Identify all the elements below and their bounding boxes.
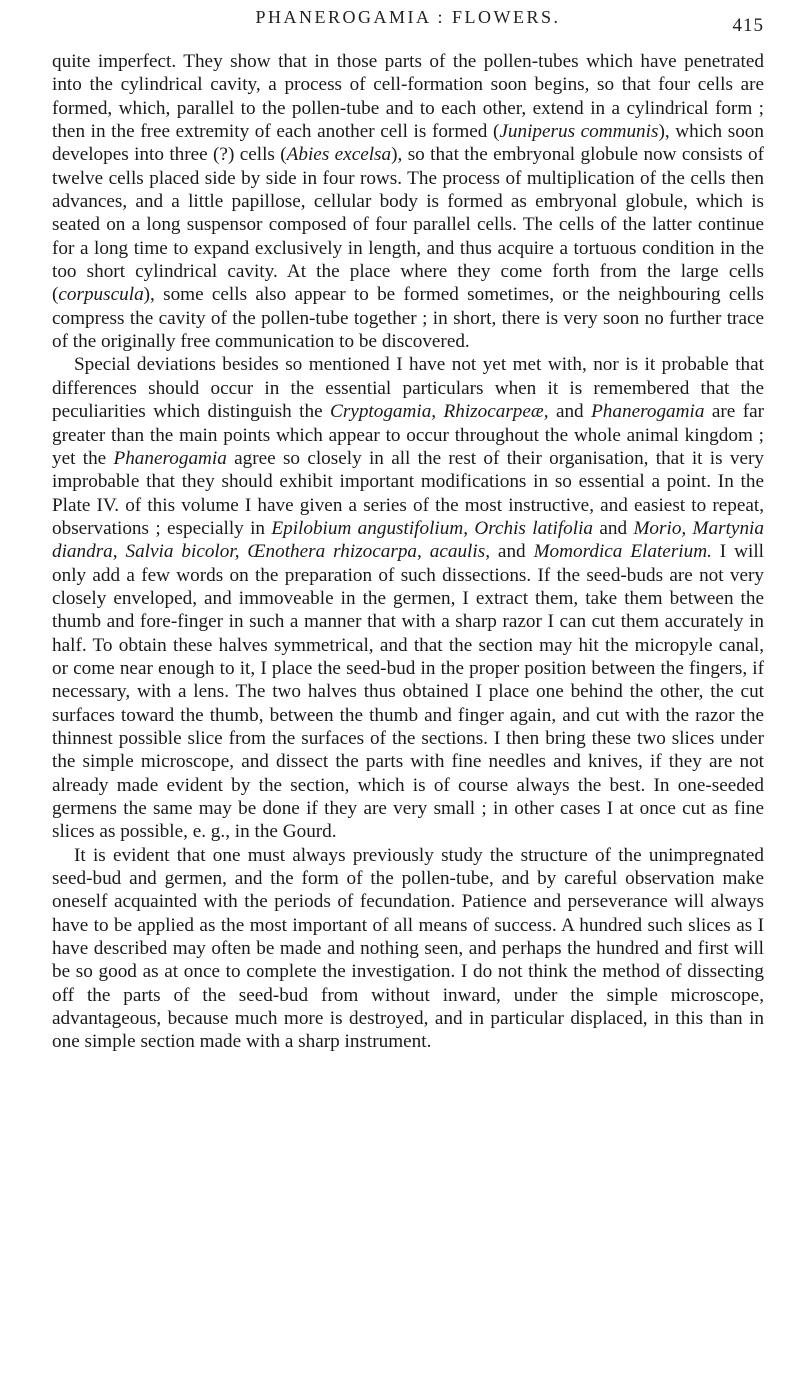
text-run: and bbox=[548, 401, 592, 423]
italic-term: Phanerogamia bbox=[113, 447, 227, 469]
italic-term: Epilobium angustifolium, Orchis latifolia bbox=[271, 517, 594, 539]
text-run: It is evident that one must always previously study the structure of the unimpregnated seed-bud and germen, and the form of the pollen-tube, and by careful observation make oneself acquainted with the periods of fecundation. Patience and perseverance will always have to be applied as the most important of all means of success. A hundred such slices as I have described may often be made and nothing seen, and perhaps the hundred and first will be so good as at once to complete the investigation. I do not think the method of dissecting off the parts of the seed-bud from without inward, under the simple microscope, advantageous, because much more is destroyed, and in particular displaced, in this than in one simple section made with a sharp instrument. bbox=[52, 844, 764, 1053]
text-run: ), which soon developes into three (?) cells ( bbox=[52, 121, 764, 166]
italic-term: Juniperus communis bbox=[499, 121, 659, 143]
body-text bbox=[52, 50, 764, 1054]
italic-term: Morio, Martynia diandra, Salvia bicolor, Œnothera rhizocarpa, acaulis, bbox=[52, 517, 764, 563]
text-run: and bbox=[490, 541, 534, 563]
text-run: Special deviations besides so mentioned I have not yet met with, nor is it probable that differences should occur in the essential particulars when it is remembered that the peculiarities which distinguish the bbox=[52, 354, 764, 423]
text-run: agree so closely in all the rest of their organisation, that it is very improbable that they should exhibit important modifications in so essential a point. In the Plate IV. of this volume I have given a series of the most instructive, and easiest to repeat, observations ; especially in bbox=[52, 447, 764, 539]
book-page bbox=[52, 0, 764, 1390]
text-run: quite imperfect. They show that in those parts of the pollen-tubes which have penetrated into the cylindrical cavity, a process of cell-formation soon begins, so that four cells are formed, which, parallel to the pollen-tube and to each other, extend in a cylindrical form ; then in the free extremity of each another cell is formed ( bbox=[52, 51, 764, 143]
text-run: and bbox=[593, 517, 634, 539]
text-run: I will only add a few words on the preparation of such dissections. If the seed-buds are not very closely enveloped, and immoveable in the germen, I extract them, take them between the thumb and fore-finger in such a manner that with a sharp razor I can cut them accurately in half. To obtain these halves symmetrical, and that the section may hit the micropyle canal, or come near enough to it, I place the seed-bud in the proper position between the fingers, if necessary, with a lens. The two halves thus obtained I place one behind the other, the cut surfaces toward the thumb, between the thumb and finger again, and cut with the razor the thinnest possible slice from the surfaces of the sections. I then bring these two slices under the simple microscope, and dissect the parts with fine needles and knives, if they are not already made evident by the section, which is of course always the best. In one-seeded germens the same may be done if they are very small ; in other cases I at once cut as fine slices as possible, e. g., in the Gourd. bbox=[52, 541, 764, 843]
running-head bbox=[52, 0, 764, 50]
italic-term: Momordica Elaterium. bbox=[533, 541, 712, 563]
text-run: ), so that the embryonal globule now consists of twelve cells placed side by side in four rows. The process of multiplication of the cells then advances, and a little papillose, cellular body is formed as embryonal globule, which is seated on a long suspensor composed of four parallel cells. The cells of the latter continue for a long time to expand exclusively in length, and thus acquire a tortuous condition in the too short cylindrical cavity. At the place where they come forth from the large cells ( bbox=[52, 144, 764, 306]
paragraph-study-method bbox=[52, 844, 764, 1054]
italic-term: Abies excelsa bbox=[286, 144, 392, 166]
italic-term: corpuscula bbox=[58, 284, 144, 306]
paragraph-pollen-tube-cell-formation bbox=[52, 50, 764, 353]
running-head-title: PHANEROGAMIA : FLOWERS. bbox=[255, 7, 561, 27]
text-run: ), some cells also appear to be formed sometimes, or the neighbouring cells compress the cavity of the pollen-tube together ; in short, there is very soon no further trace of the originally free communication to be discovered. bbox=[52, 284, 764, 353]
italic-term: Cryptogamia, Rhizocarpeæ, bbox=[330, 401, 549, 423]
paragraph-special-deviations bbox=[52, 353, 764, 843]
italic-term: Phanerogamia bbox=[591, 401, 705, 423]
page-number: 415 bbox=[732, 15, 764, 36]
text-run: are far greater than the main points which appear to occur throughout the whole animal kingdom ; yet the bbox=[52, 401, 764, 469]
